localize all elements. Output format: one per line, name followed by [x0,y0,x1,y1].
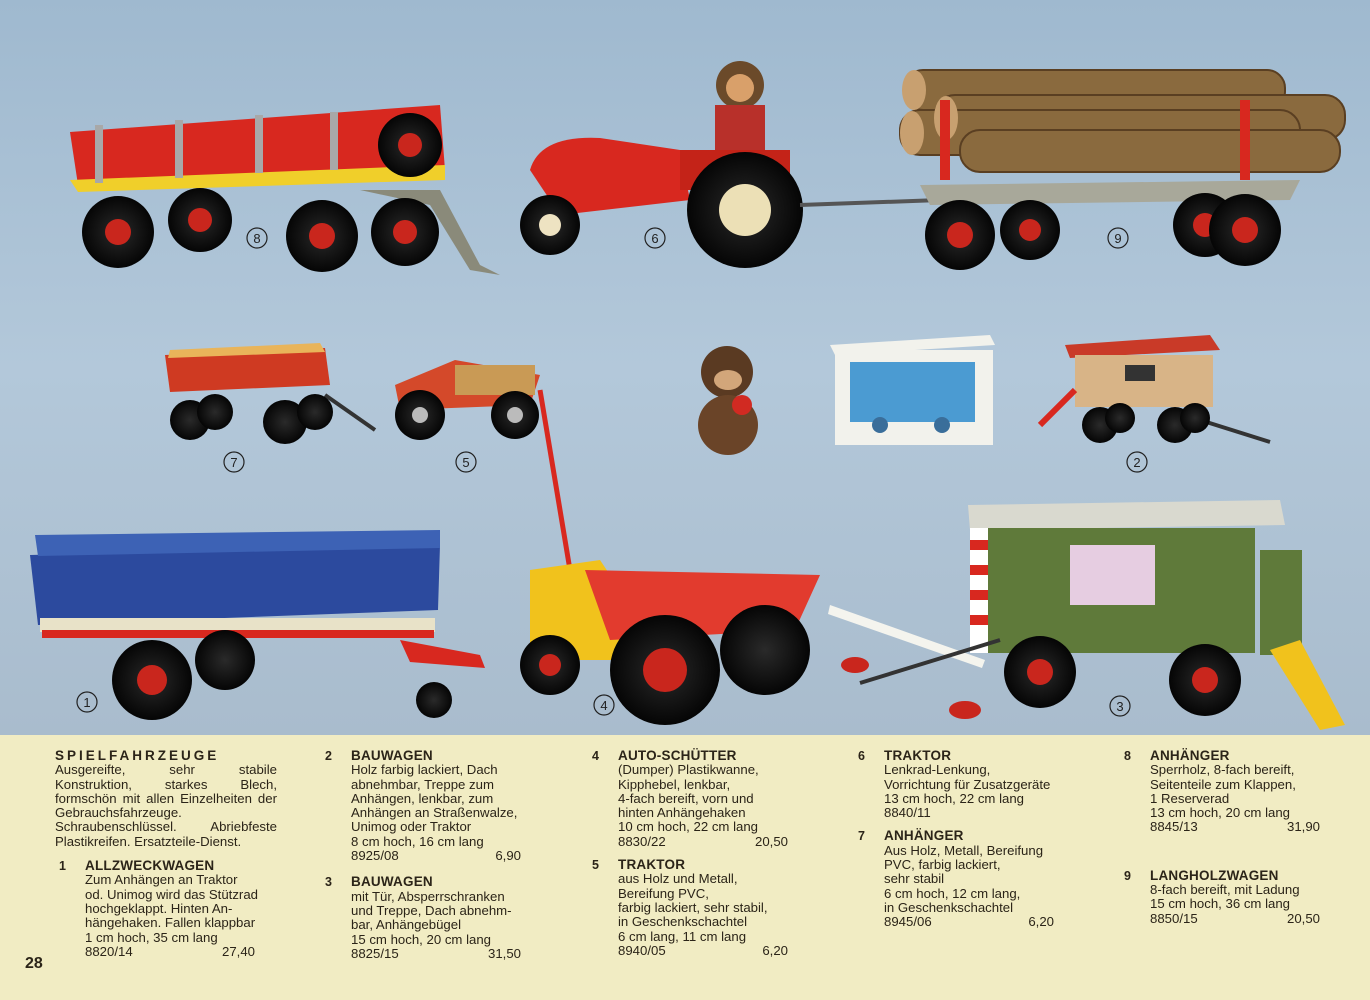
item-4 [592,749,832,849]
item-title: ANHÄNGER [884,828,964,844]
svg-text:9: 9 [1114,231,1122,246]
item-9 [1124,869,1354,926]
column-5 [1124,749,1354,935]
item-7 [858,829,1098,929]
price: 20,50 [754,833,788,849]
item-title: AUTO-SCHÜTTER [618,748,737,763]
article-number: 8840/11 [884,805,931,821]
item-title: BAUWAGEN [351,748,433,763]
item-description: 8-fach bereift, mit Ladung 15 cm hoch, 36 cm lang [1150,882,1300,912]
item-price-row [85,945,255,959]
price: 31,50 [487,945,521,961]
toy-gift-box [830,335,995,445]
item-title: LANGHOLZWAGEN [1150,867,1279,883]
article-number: 8945/06 [884,914,932,930]
item-description: aus Holz und Metall, Bereifung PVC, farbig lackiert, sehr stabil, in Geschenkschachtel 6 cm lang, 11 cm lang [618,871,768,944]
price: 31,90 [1286,819,1320,835]
item-description: Aus Holz, Metall, Bereifung PVC, farbig lackiert, sehr stabil 6 cm hoch, 12 cm lang, in Geschenkschachtel [884,842,1044,915]
section-heading: SPIELFAHRZEUGE [55,748,220,763]
description-panel [0,735,1370,1000]
item-title: TRAKTOR [884,748,952,763]
item-description: Sperrholz, 8-fach bereift, Seitenteile zum Klappen, 1 Reserverad 13 cm hoch, 20 cm lang [1150,762,1296,821]
page-number: 28 [25,955,43,972]
item-number: 2 [325,749,332,763]
svg-text:6: 6 [651,231,659,246]
item-price-row [618,835,788,849]
item-number: 8 [1124,749,1131,763]
item-price-row [351,849,521,863]
item-price-row [1150,912,1320,926]
item-title: ANHÄNGER [1150,748,1230,763]
intro-text: Ausgereifte, sehr stabile Konstruktion, starkes Blech, formschön mit allen Einzelheiten der Gebrauchsfahrzeuge. Schraubenschlüssel. Abriebfeste Plastikreifen. Ersatzteile-Dienst. [55,762,277,849]
item-number: 5 [592,858,599,873]
article-number: 8830/22 [618,833,666,849]
item-6 [858,749,1098,820]
article-number: 8845/13 [1150,819,1198,835]
item-title: TRAKTOR [618,857,686,873]
svg-text:1: 1 [83,695,91,710]
item-price-row [351,947,521,961]
item-3 [325,875,565,961]
item-price-row [1150,820,1320,834]
column-4 [858,749,1098,939]
item-price-row [618,944,788,958]
intro-block [55,749,285,849]
svg-text:7: 7 [230,455,238,470]
svg-text:2: 2 [1133,455,1141,470]
svg-text:8: 8 [253,231,261,246]
item-description: (Dumper) Plastikwanne, Kipphebel, lenkbar, 4-fach bereift, vorn und hinten Anhängehaken 10 cm hoch, 22 cm lang [618,762,759,835]
item-number: 4 [592,749,599,763]
item-number: 6 [858,749,865,763]
column-3 [592,749,832,967]
article-number: 8850/15 [1150,910,1198,926]
item-1 [59,859,285,959]
article-number: 8925/08 [351,848,399,864]
price: 6,20 [762,942,788,958]
svg-text:3: 3 [1116,699,1124,714]
item-number: 9 [1124,868,1131,883]
price: 6,90 [495,848,521,864]
svg-text:4: 4 [600,698,608,713]
item-description: Holz farbig lackiert, Dach abnehmbar, Treppe zum Anhängen, lenkbar, zum Anhängen an Straßenwalze, Unimog oder Traktor 8 cm hoch, 16 cm lang [351,762,518,849]
item-5 [592,858,832,958]
article-number: 8825/15 [351,945,399,961]
item-description: Zum Anhängen an Traktor od. Unimog wird das Stützrad hochgeklappt. Hinten An- hängehaken. Fallen klappbar 1 cm hoch, 35 cm lang [85,872,258,945]
price: 6,20 [1028,914,1054,930]
price: 27,40 [221,943,255,959]
svg-text:5: 5 [462,455,470,470]
article-number: 8820/14 [85,943,133,959]
item-description: Lenkrad-Lenkung, Vorrichtung für Zusatzgeräte 13 cm hoch, 22 cm lang [884,762,1051,806]
item-number: 3 [325,875,332,890]
item-price-row [884,915,1054,929]
column-2 [325,749,565,970]
item-description: mit Tür, Absperrschranken und Treppe, Dach abnehm- bar, Anhängebügel 15 cm hoch, 20 cm lang [351,888,512,947]
price: 20,50 [1286,910,1320,926]
item-2 [325,749,565,863]
item-price-row [884,806,1054,820]
item-8 [1124,749,1354,835]
item-number: 7 [858,829,865,844]
item-number: 1 [59,859,66,874]
article-number: 8940/05 [618,942,666,958]
item-title: ALLZWECKWAGEN [85,858,215,874]
column-1 [55,749,285,968]
item-title: BAUWAGEN [351,874,433,890]
